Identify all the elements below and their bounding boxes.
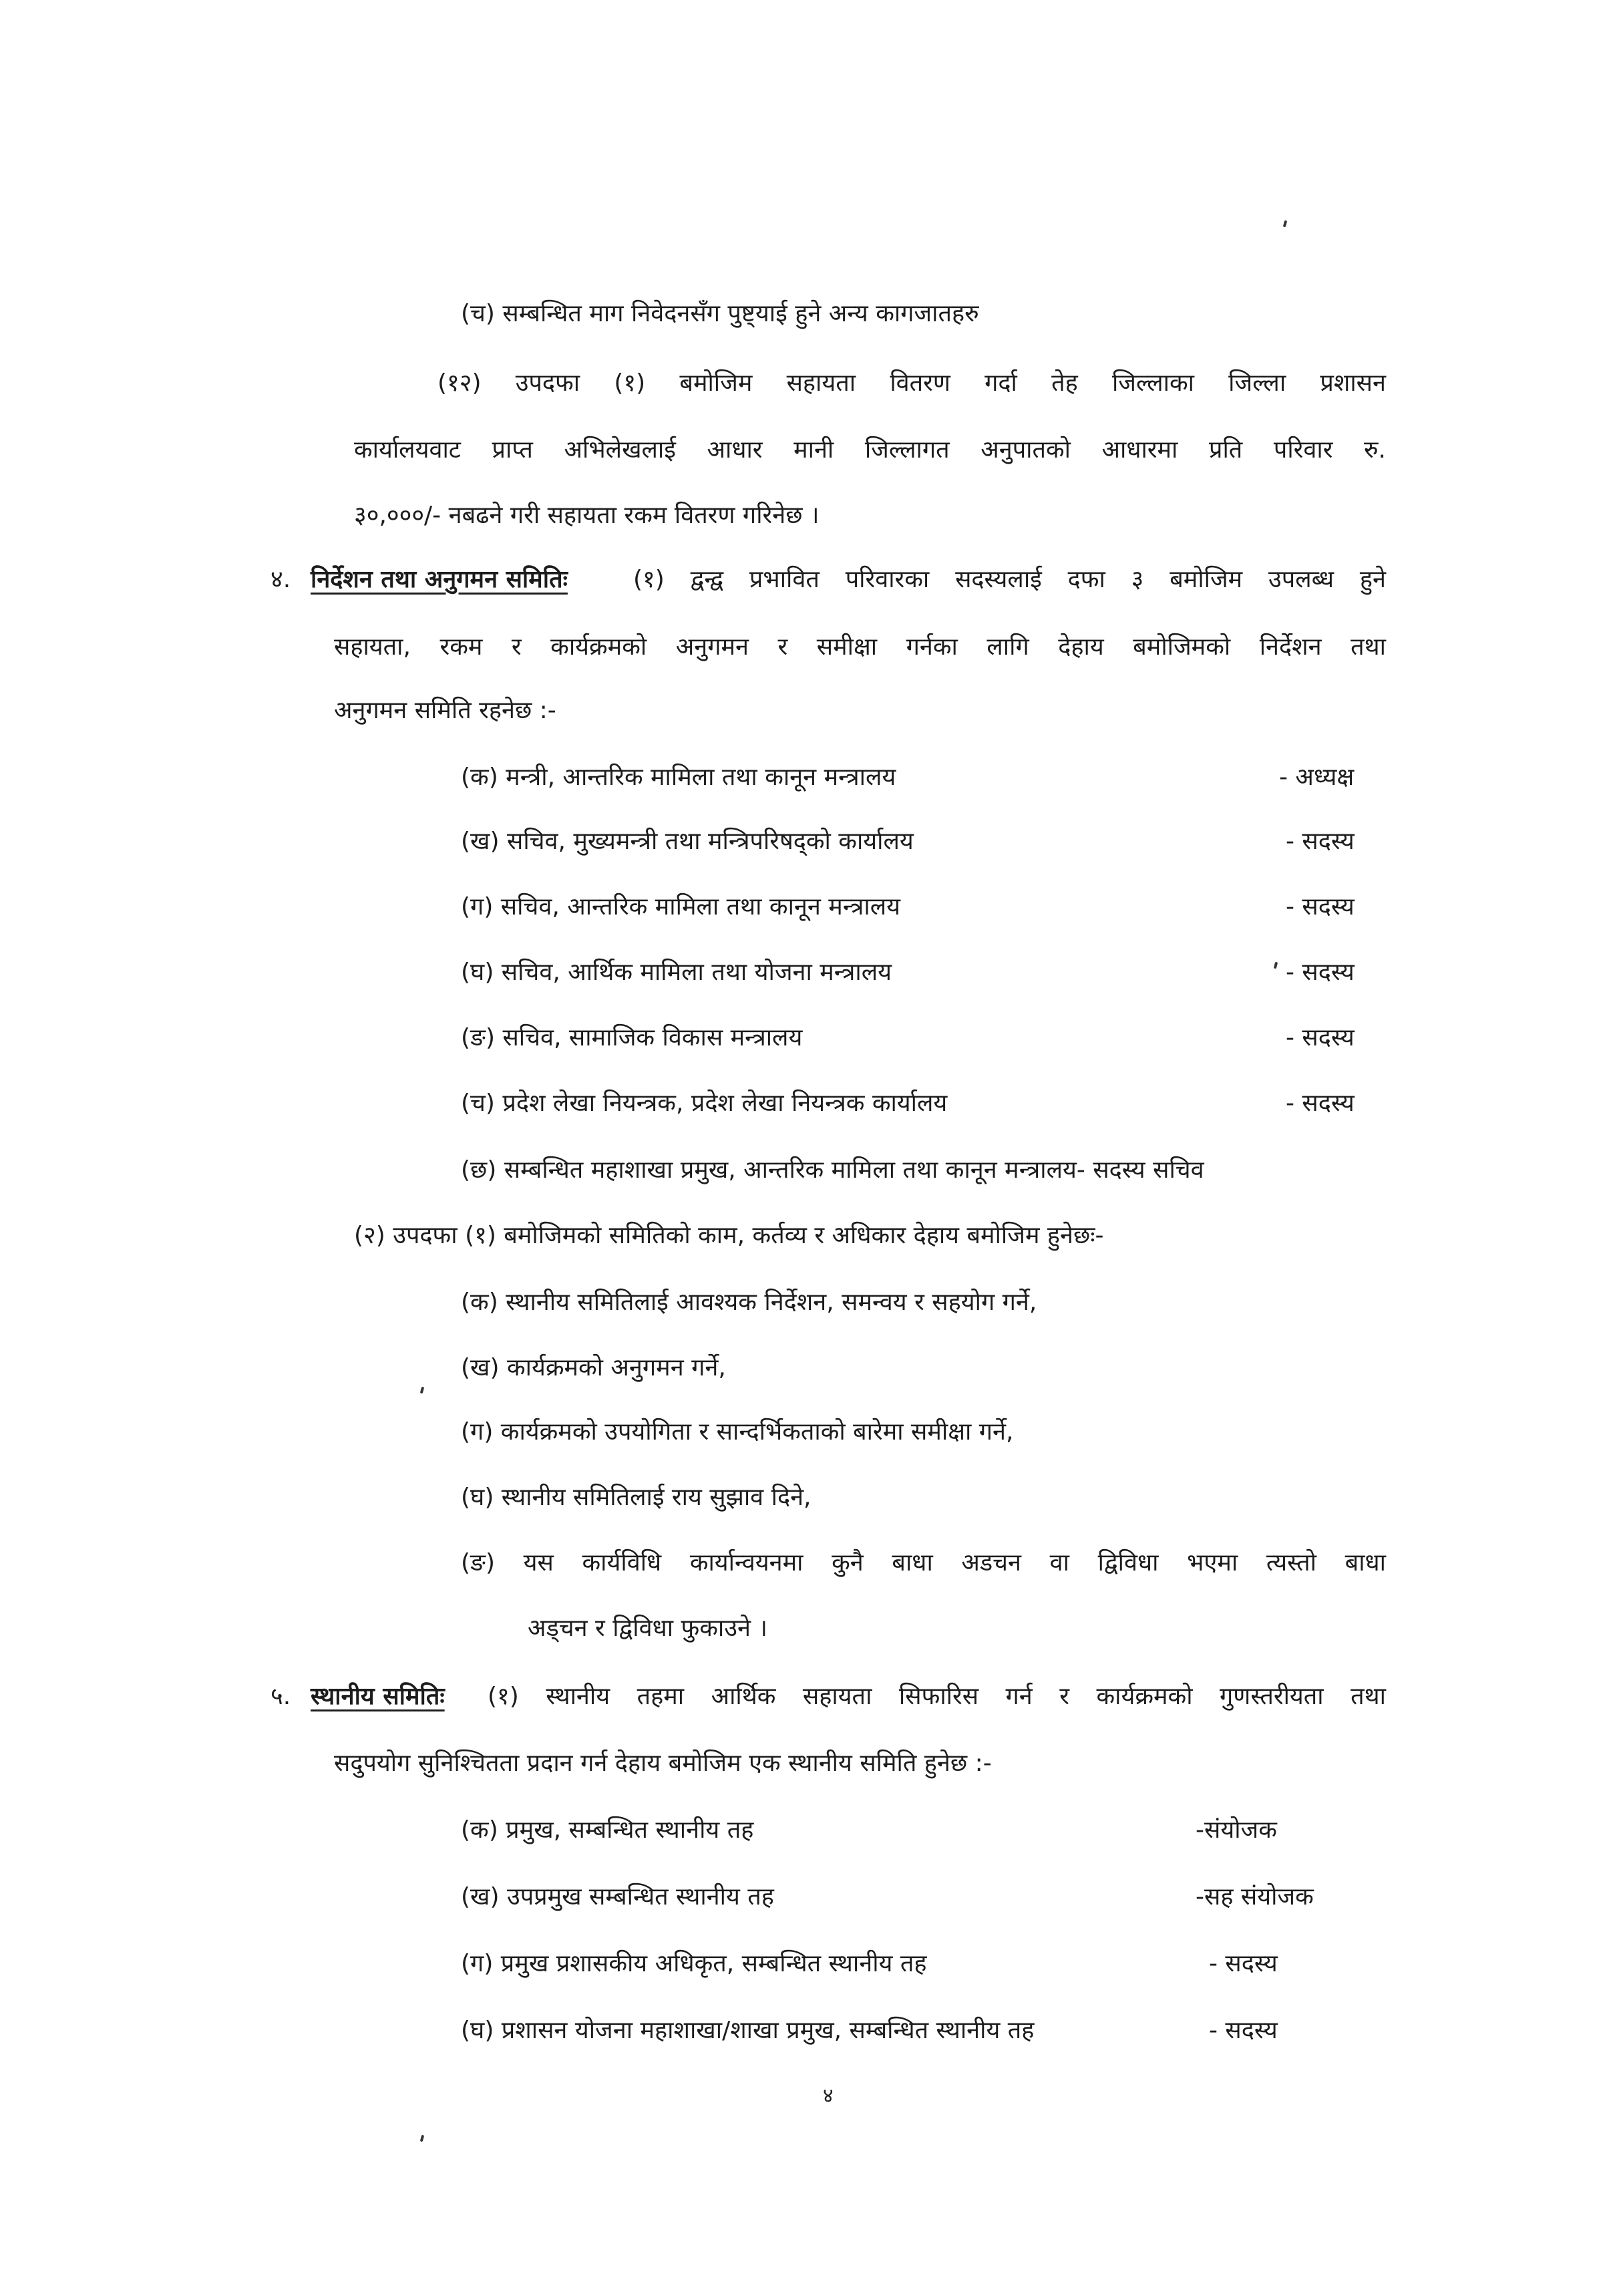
section-4-line-2: सहायता, रकम र कार्यक्रमको अनुगमन र समीक्षा गर्नका लागि देहाय बमोजिमको निर्देशन तथा — [334, 633, 1386, 661]
section-4-number: ४. — [271, 566, 291, 593]
member-role: - सदस्य — [1286, 1090, 1355, 1117]
member-role: - सदस्य — [1286, 893, 1355, 921]
subsection-12-line-1: (१२) उपदफा (१) बमोजिम सहायता वितरण गर्दा तेह जिल्लाका जिल्ला प्रशासन — [437, 369, 1386, 397]
member-label: (ख) सचिव, मुख्यमन्त्री तथा मन्त्रिपरिषद्को कार्यालय — [461, 828, 914, 855]
member-label: (ग) प्रमुख प्रशासकीय अधिकृत, सम्बन्धित स्थानीय तह — [461, 1950, 927, 1977]
member-label: (क) मन्त्री, आन्तरिक मामिला तथा कानून मन्त्रालय — [461, 764, 896, 791]
member-role: -संयोजक — [1196, 1816, 1277, 1844]
section-5-line-1: (१) स्थानीय तहमा आर्थिक सहायता सिफारिस गर्न र कार्यक्रमको गुणस्तरीयता तथा — [488, 1683, 1386, 1710]
item-cha-documents: (च) सम्बन्धित माग निवेदनसँग पुष्ट्याई हुने अन्य कागजातहरु — [461, 300, 979, 327]
duty-item-nga-line-1: (ङ) यस कार्यविधि कार्यान्वयनमा कुनै बाधा अडचन वा द्विविधा भएमा त्यस्तो बाधा — [461, 1549, 1386, 1577]
duty-item: (ग) कार्यक्रमको उपयोगिता र सान्दर्भिकताको बारेमा समीक्षा गर्ने, — [461, 1418, 1014, 1446]
duty-item: (ख) कार्यक्रमको अनुगमन गर्ने, — [461, 1354, 726, 1381]
section-5-heading: स्थानीय समितिः — [311, 1683, 445, 1710]
section-5-number: ५. — [271, 1683, 291, 1710]
duty-item: (घ) स्थानीय समितिलाई राय सुझाव दिने, — [461, 1484, 812, 1511]
page-number: ४ — [823, 2084, 834, 2108]
member-role: - सदस्य — [1286, 959, 1355, 986]
scan-speck — [1283, 220, 1287, 228]
member-role: - अध्यक्ष — [1279, 764, 1355, 791]
section-4-heading: निर्देशन तथा अनुगमन समितिः — [311, 566, 568, 593]
member-role: - सदस्य — [1209, 2017, 1278, 2044]
section-4-line-3: अनुगमन समिति रहनेछ :- — [334, 697, 556, 724]
member-role: - सदस्य — [1286, 1024, 1355, 1051]
duty-item-nga-line-2: अड्चन र द्विविधा फुकाउने । — [528, 1615, 768, 1642]
scan-speck — [420, 2135, 424, 2142]
member-label: (क) प्रमुख, सम्बन्धित स्थानीय तह — [461, 1816, 754, 1844]
scan-speck — [420, 1387, 424, 1394]
subsection-12-line-3: ३०,०००/- नबढने गरी सहायता रकम वितरण गरिनेछ । — [354, 502, 820, 529]
member-label: (घ) प्रशासन योजना महाशाखा/शाखा प्रमुख, सम्बन्धित स्थानीय तह — [461, 2017, 1035, 2044]
section-4-subsection-2: (२) उपदफा (१) बमोजिमको समितिको काम, कर्तव्य र अधिकार देहाय बमोजिम हुनेछः- — [354, 1222, 1104, 1249]
member-label: (ख) उपप्रमुख सम्बन्धित स्थानीय तह — [461, 1883, 774, 1911]
member-role: - सदस्य — [1209, 1950, 1278, 1977]
member-secretary: (छ) सम्बन्धित महाशाखा प्रमुख, आन्तरिक मामिला तथा कानून मन्त्रालय- सदस्य सचिव — [461, 1156, 1204, 1184]
member-label: (घ) सचिव, आर्थिक मामिला तथा योजना मन्त्रालय — [461, 959, 892, 986]
member-label: (ङ) सचिव, सामाजिक विकास मन्त्रालय — [461, 1024, 803, 1051]
subsection-12-line-2: कार्यालयवाट प्राप्त अभिलेखलाई आधार मानी जिल्लागत अनुपातको आधारमा प्रति परिवार रु. — [354, 436, 1386, 464]
section-5-line-2: सदुपयोग सुनिश्चितता प्रदान गर्न देहाय बमोजिम एक स्थानीय समिति हुनेछ :- — [334, 1750, 992, 1777]
member-role: -सह संयोजक — [1196, 1883, 1314, 1911]
member-role: - सदस्य — [1286, 828, 1355, 855]
duty-item: (क) स्थानीय समितिलाई आवश्यक निर्देशन, समन्वय र सहयोग गर्ने, — [461, 1289, 1037, 1316]
scan-speck — [1274, 962, 1278, 969]
section-4-line-1: (१) द्वन्द्व प्रभावित परिवारका सदस्यलाई दफा ३ बमोजिम उपलब्ध हुने — [633, 566, 1386, 593]
member-label: (च) प्रदेश लेखा नियन्त्रक, प्रदेश लेखा नियन्त्रक कार्यालय — [461, 1090, 948, 1117]
member-label: (ग) सचिव, आन्तरिक मामिला तथा कानून मन्त्रालय — [461, 893, 901, 921]
